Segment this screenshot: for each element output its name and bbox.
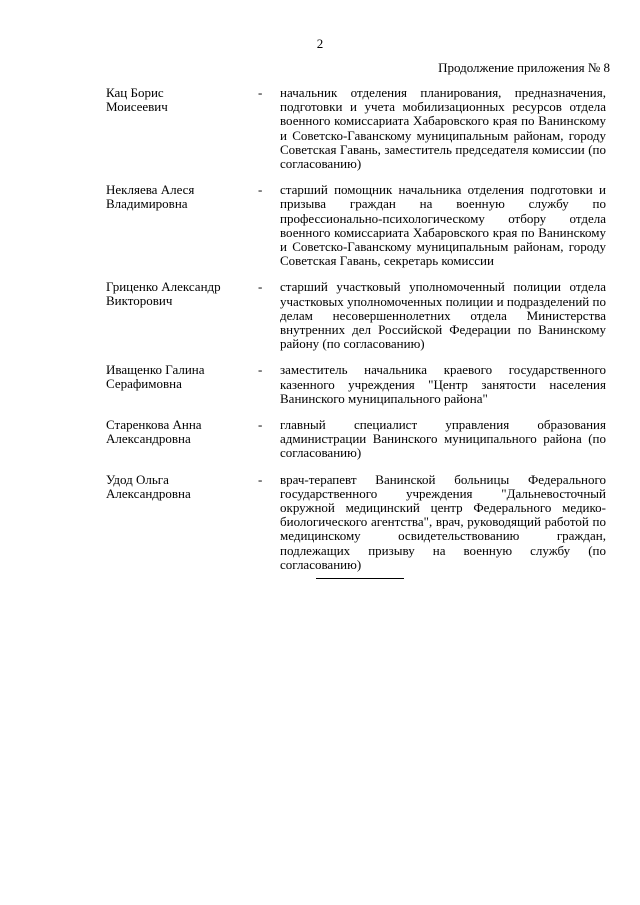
member-dash: -	[258, 418, 263, 433]
closing-rule-divider	[316, 578, 404, 579]
member-dash: -	[258, 183, 263, 198]
member-row	[106, 418, 606, 461]
member-dash: -	[258, 86, 263, 100]
appendix-continuation-label: Продолжение приложения № 8	[438, 60, 610, 75]
member-name: Кац Борис Моисеевич	[106, 86, 168, 114]
member-row	[106, 280, 606, 351]
member-dash: -	[258, 472, 263, 487]
member-dash: -	[258, 363, 263, 378]
member-role: старший участковый уполномоченный полиции отдела участковых уполномоченных полиции и подразделений по делам несовершеннолетних отдела Министерства внутренних дел Российской Федерации по Ванинскому району (по согласованию)	[280, 280, 606, 352]
commission-members-list	[106, 86, 606, 584]
member-name: Удод Ольга Александровна	[106, 472, 191, 501]
member-role: главный специалист управления образования администрации Ванинского муниципального района (по согласованию)	[280, 418, 606, 461]
member-role: врач-терапевт Ванинской больницы Федерального государственного учреждения "Дальневосточный окружной медицинский центр Федерального медико-биологического агентства", врач, руководящий работой по медицинскому освидетельствованию граждан, подлежащих призыву на военную службу (по согласованию)	[280, 472, 606, 572]
member-role: старший помощник начальника отделения подготовки и призыва граждан на военную службу по профессионально-психологическому отбору отдела военного комиссариата Хабаровского края по Ванинскому и Советско-Гаванскому муниципальным районам, городу Советская Гавань, секретарь комиссии	[280, 183, 606, 269]
member-name: Гриценко Александр Викторович	[106, 280, 221, 309]
member-row	[106, 86, 606, 171]
member-name: Старенкова Анна Александровна	[106, 418, 202, 447]
member-row	[106, 183, 606, 268]
member-row	[106, 363, 606, 406]
member-row	[106, 473, 606, 572]
member-name: Некляева Алеся Владимировна	[106, 183, 195, 212]
member-name: Иващенко Галина Серафимовна	[106, 363, 205, 392]
page-number: 2	[316, 36, 324, 51]
member-dash: -	[258, 280, 263, 295]
member-role: начальник отделения планирования, предназначения, подготовки и учета мобилизационных ресурсов отдела военного комиссариата Хабаровского края по Ванинскому и Советско-Гаванскому муниципальным районам, городу Советская Гавань, заместитель председателя комиссии (по согласованию)	[280, 86, 606, 172]
member-role: заместитель начальника краевого государственного казенного учреждения "Центр занятости населения Ванинского муниципального района"	[280, 363, 606, 406]
